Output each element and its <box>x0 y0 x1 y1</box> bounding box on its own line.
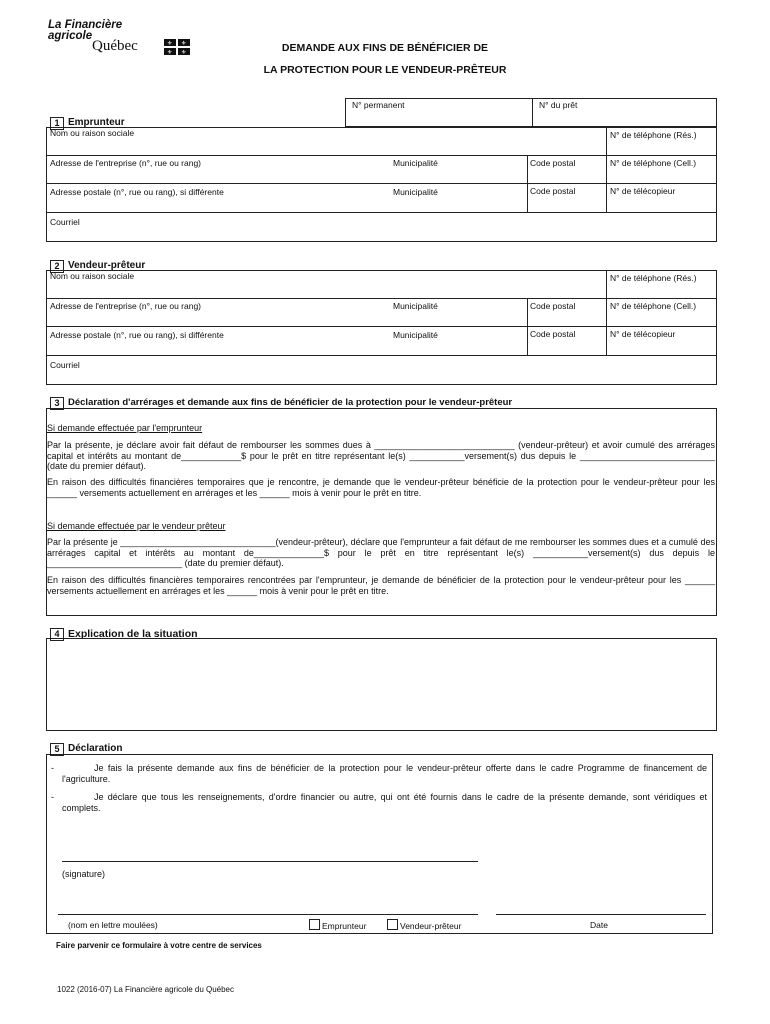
section3-title: Déclaration d'arrérages et demande aux fins de bénéficier de la protection pour le vendeur-prêteur <box>68 397 513 408</box>
section2-box <box>46 270 717 385</box>
logo-line3: Québec <box>92 38 138 54</box>
section4-number: 4 <box>50 628 64 641</box>
s1-adresse-entreprise-label: Adresse de l'entreprise (n°, rue ou rang) <box>50 158 202 168</box>
vendeur-preteur-checkbox-box[interactable] <box>387 919 398 930</box>
s2-municipalite2-label: Municipalité <box>393 330 438 340</box>
s1-telecopieur-label: N° de télécopieur <box>610 186 676 196</box>
s1-adresse-postale-label: Adresse postale (n°, rue ou rang), si différente <box>50 187 224 197</box>
situation-explanation-field[interactable] <box>46 638 717 731</box>
s1-tel-cell-label: N° de téléphone (Cell.) <box>610 158 697 168</box>
footer-form-code: 1022 (2016-07) La Financière agricole du Québec <box>57 985 235 994</box>
s3-vendeur-p2: En raison des difficultés financières temporaires rencontrées par l'emprunteur, je demande de bénéficier de la protection pour le vendeur-prêteur pour les ______ versements actuellement en arrérages et les ______ mois à venir pour le prêt en titre. <box>47 575 715 596</box>
section1-number: 1 <box>50 117 64 130</box>
svg-text:⚜: ⚜ <box>181 49 187 55</box>
no-permanent-label: N° permanent <box>352 100 405 110</box>
s1-code-postal-label: Code postal <box>530 158 576 168</box>
section5-number: 5 <box>50 743 64 756</box>
s1-code-postal2-label: Code postal <box>530 186 576 196</box>
vendeur-preteur-checkbox-label: Vendeur-prêteur <box>400 921 462 931</box>
s2-code-postal-label: Code postal <box>530 301 576 311</box>
s2-courriel-label: Courriel <box>50 360 80 370</box>
s2-telecopieur-label: N° de télécopieur <box>610 329 676 339</box>
declaration-1: Je fais la présente demande aux fins de bénéficier de la protection pour le vendeur-prêteur offerte dans le cadre Programme de financement de l'agriculture. <box>62 763 707 784</box>
name-label: (nom en lettre moulées) <box>68 920 158 930</box>
s2-nom-label: Nom ou raison sociale <box>50 271 135 281</box>
no-permanent-field[interactable] <box>345 98 533 127</box>
svg-text:⚜: ⚜ <box>181 40 187 47</box>
decl2-bullet: - <box>51 792 54 802</box>
section1-title: Emprunteur <box>68 117 125 128</box>
s3-emprunteur-p1: Par la présente, je déclare avoir fait défaut de rembourser les sommes dues à ____________________________ (vendeur-prêteur) et avoir cumulé des arrérages capital et intérêts au montant de____________$ pour le prêt en titre représentant le(s) ___________versement(s) dus depuis le ___________________________ (date du premier défaut). <box>47 440 715 472</box>
name-line[interactable] <box>58 914 478 915</box>
signature-line[interactable] <box>62 861 478 862</box>
emprunteur-checkbox-label: Emprunteur <box>322 921 367 931</box>
s2-adresse-postale-label: Adresse postale (n°, rue ou rang), si différente <box>50 330 224 340</box>
s3-emprunteur-p2: En raison des difficultés financières temporaires que je rencontre, je demande que le vendeur-prêteur bénéficie de la protection pour le vendeur-prêteur pour les ______ versements actuellement en arrérages et les ______ mois à venir pour le prêt en titre. <box>47 477 715 498</box>
s1-nom-label: Nom ou raison sociale <box>50 128 135 138</box>
section5-title: Déclaration <box>68 743 123 754</box>
logo-line1: La Financière <box>48 19 123 31</box>
s2-municipalite-label: Municipalité <box>393 301 438 311</box>
signature-label: (signature) <box>62 869 106 879</box>
no-pret-label: N° du prêt <box>539 100 578 110</box>
s1-tel-res-label: N° de téléphone (Rés.) <box>610 130 697 140</box>
s2-tel-res-label: N° de téléphone (Rés.) <box>610 273 697 283</box>
svg-text:⚜: ⚜ <box>167 40 173 47</box>
s1-municipalite-label: Municipalité <box>393 158 438 168</box>
declaration-2: Je déclare que tous les renseignements, d'ordre financier ou autre, qui ont été fournis dans le cadre de la présente demande, sont véridiques et complets. <box>62 792 707 813</box>
s1-courriel-label: Courriel <box>50 217 80 227</box>
no-pret-field[interactable] <box>532 98 717 127</box>
section2-number: 2 <box>50 260 64 273</box>
s1-municipalite2-label: Municipalité <box>393 187 438 197</box>
section2-title: Vendeur-prêteur <box>68 260 146 271</box>
svg-text:⚜: ⚜ <box>167 49 173 55</box>
footer-instruction: Faire parvenir ce formulaire à votre centre de services <box>56 941 262 950</box>
s3-vendeur-p1: Par la présente je _______________________________(vendeur-prêteur), déclare que l'emprunteur a fait défaut de me rembourser les sommes dues et a cumulé des arrérages capital et intérêts au montant de______________$ pour le prêt en titre représentant le(s) ___________versement(s) dus depuis le ___________________________ (date du premier défaut). <box>47 537 715 569</box>
date-label: Date <box>590 920 608 930</box>
emprunteur-checkbox-box[interactable] <box>309 919 320 930</box>
vendeur-preteur-checkbox[interactable] <box>387 919 461 931</box>
date-line[interactable] <box>496 914 706 915</box>
section3-number: 3 <box>50 397 64 410</box>
section4-title: Explication de la situation <box>68 628 198 640</box>
s3-emprunteur-heading: Si demande effectuée par l'emprunteur <box>47 423 203 433</box>
s2-code-postal2-label: Code postal <box>530 329 576 339</box>
s3-vendeur-heading: Si demande effectuée par le vendeur prêteur <box>47 521 226 531</box>
s2-tel-cell-label: N° de téléphone (Cell.) <box>610 301 697 311</box>
s2-adresse-entreprise-label: Adresse de l'entreprise (n°, rue ou rang) <box>50 301 202 311</box>
decl1-bullet: - <box>51 763 54 773</box>
form-title-line2: LA PROTECTION POUR LE VENDEUR-PRÊTEUR <box>263 64 507 76</box>
logo-line2: agricole <box>48 30 93 42</box>
emprunteur-checkbox[interactable] <box>309 919 366 931</box>
section1-box <box>46 127 717 242</box>
form-title-line1: DEMANDE AUX FINS DE BÉNÉFICIER DE <box>281 42 489 54</box>
